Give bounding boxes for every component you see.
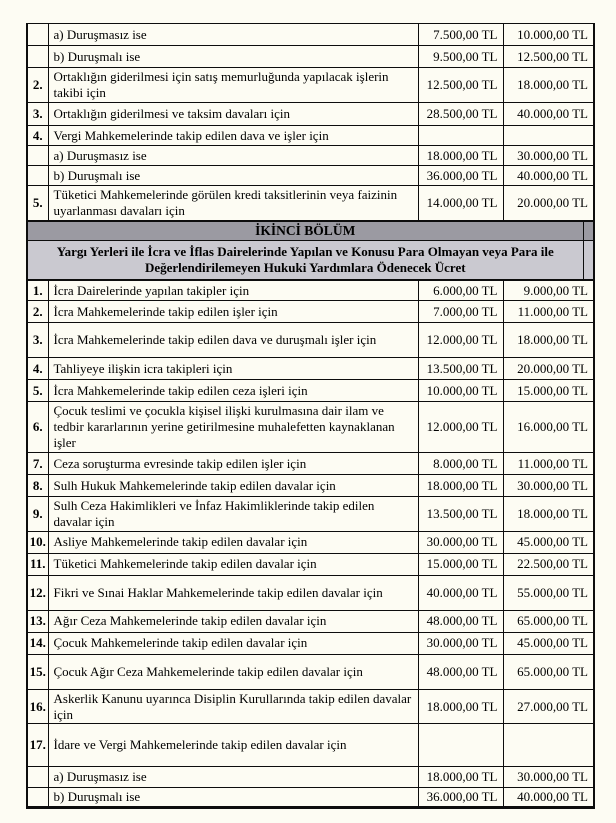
row-amount-max-cell: 40.000,00 TL xyxy=(503,166,594,186)
row-amount-min-cell: 6.000,00 TL xyxy=(418,280,503,301)
table-row xyxy=(27,46,594,68)
row-amount-max-cell: 27.000,00 TL xyxy=(503,689,594,724)
row-description-cell: Sulh Hukuk Mahkemelerinde takip edilen davalar için xyxy=(48,474,418,496)
row-amount-max-cell: 11.000,00 TL xyxy=(503,452,594,474)
table-row xyxy=(27,689,594,724)
table-row xyxy=(27,186,594,221)
row-number-cell xyxy=(27,767,48,788)
row-amount-max-cell xyxy=(503,724,594,767)
row-description-cell: Askerlik Kanunu uyarınca Disiplin Kurullarında takip edilen davalar için xyxy=(48,689,418,724)
row-number-cell: 4. xyxy=(27,126,48,146)
row-description-cell: a) Duruşmasız ise xyxy=(48,146,418,166)
row-amount-min-cell: 30.000,00 TL xyxy=(418,632,503,654)
table-row xyxy=(27,402,594,453)
row-description-cell: Çocuk Mahkemelerinde takip edilen davalar için xyxy=(48,632,418,654)
row-number-cell xyxy=(27,788,48,808)
table-row xyxy=(27,575,594,610)
table-row xyxy=(27,280,594,301)
row-number-cell: 10. xyxy=(27,531,48,553)
row-amount-max-cell: 45.000,00 TL xyxy=(503,531,594,553)
row-description-cell: Çocuk Ağır Ceza Mahkemelerinde takip edilen davalar için xyxy=(48,654,418,689)
table-row xyxy=(27,724,594,767)
row-amount-max-cell: 12.500,00 TL xyxy=(503,46,594,68)
section-band-title-right-sliver xyxy=(583,221,594,241)
row-amount-max-cell: 40.000,00 TL xyxy=(503,788,594,808)
row-description-cell: Asliye Mahkemelerinde takip edilen davalar için xyxy=(48,531,418,553)
row-number-cell: 8. xyxy=(27,474,48,496)
row-amount-max-cell: 30.000,00 TL xyxy=(503,767,594,788)
row-description-cell: a) Duruşmasız ise xyxy=(48,24,418,46)
row-amount-min-cell: 36.000,00 TL xyxy=(418,788,503,808)
row-amount-min-cell: 48.000,00 TL xyxy=(418,610,503,632)
row-description-cell: Çocuk teslimi ve çocukla kişisel ilişki kurulmasına dair ilam ve tedbir kararlarının yerine getirilmesine muhalefetten kaynaklanan işler xyxy=(48,402,418,453)
row-amount-min-cell xyxy=(418,724,503,767)
row-number-cell: 13. xyxy=(27,610,48,632)
row-number-cell xyxy=(27,166,48,186)
row-number-cell: 3. xyxy=(27,103,48,126)
section-band-subtitle-row xyxy=(27,241,594,280)
table-row xyxy=(27,166,594,186)
row-amount-max-cell: 40.000,00 TL xyxy=(503,103,594,126)
table-row xyxy=(27,126,594,146)
row-amount-min-cell: 7.000,00 TL xyxy=(418,301,503,323)
row-number-cell: 2. xyxy=(27,301,48,323)
fee-table-body xyxy=(27,24,594,808)
row-number-cell: 14. xyxy=(27,632,48,654)
row-number-cell: 12. xyxy=(27,575,48,610)
row-description-cell: b) Duruşmalı ise xyxy=(48,166,418,186)
row-number-cell: 15. xyxy=(27,654,48,689)
row-amount-max-cell: 55.000,00 TL xyxy=(503,575,594,610)
row-amount-min-cell: 18.000,00 TL xyxy=(418,146,503,166)
row-amount-min-cell: 14.000,00 TL xyxy=(418,186,503,221)
row-number-cell: 6. xyxy=(27,402,48,453)
table-row xyxy=(27,452,594,474)
row-description-cell: Vergi Mahkemelerinde takip edilen dava ve işler için xyxy=(48,126,418,146)
row-description-cell: İcra Mahkemelerinde takip edilen dava ve duruşmalı işler için xyxy=(48,323,418,358)
row-amount-min-cell: 13.500,00 TL xyxy=(418,358,503,380)
row-amount-max-cell: 10.000,00 TL xyxy=(503,24,594,46)
row-amount-min-cell: 18.000,00 TL xyxy=(418,767,503,788)
table-row xyxy=(27,146,594,166)
row-description-cell: Ortaklığın giderilmesi ve taksim davaları için xyxy=(48,103,418,126)
row-amount-max-cell: 30.000,00 TL xyxy=(503,146,594,166)
table-row xyxy=(27,632,594,654)
row-description-cell: Tahliyeye ilişkin icra takipleri için xyxy=(48,358,418,380)
row-number-cell xyxy=(27,146,48,166)
table-row xyxy=(27,323,594,358)
row-amount-max-cell: 65.000,00 TL xyxy=(503,610,594,632)
row-number-cell: 16. xyxy=(27,689,48,724)
row-number-cell: 5. xyxy=(27,186,48,221)
row-amount-max-cell: 20.000,00 TL xyxy=(503,186,594,221)
row-amount-max-cell: 16.000,00 TL xyxy=(503,402,594,453)
table-row xyxy=(27,474,594,496)
table-row xyxy=(27,358,594,380)
row-amount-min-cell: 9.500,00 TL xyxy=(418,46,503,68)
table-row xyxy=(27,767,594,788)
row-amount-max-cell: 18.000,00 TL xyxy=(503,323,594,358)
table-row xyxy=(27,380,594,402)
row-description-cell: Ağır Ceza Mahkemelerinde takip edilen davalar için xyxy=(48,610,418,632)
row-number-cell: 3. xyxy=(27,323,48,358)
table-row xyxy=(27,301,594,323)
row-description-cell: Ceza soruşturma evresinde takip edilen işler için xyxy=(48,452,418,474)
row-description-cell: Ortaklığın giderilmesi için satış memurluğunda yapılacak işlerin takibi için xyxy=(48,68,418,103)
row-amount-min-cell: 18.000,00 TL xyxy=(418,689,503,724)
row-amount-min-cell: 30.000,00 TL xyxy=(418,531,503,553)
section-band-title-row xyxy=(27,221,594,241)
table-row xyxy=(27,103,594,126)
row-amount-max-cell: 22.500,00 TL xyxy=(503,553,594,575)
row-number-cell: 2. xyxy=(27,68,48,103)
row-amount-max-cell: 9.000,00 TL xyxy=(503,280,594,301)
row-amount-min-cell: 12.500,00 TL xyxy=(418,68,503,103)
row-amount-min-cell xyxy=(418,126,503,146)
row-amount-min-cell: 8.000,00 TL xyxy=(418,452,503,474)
fee-schedule-table xyxy=(26,23,595,809)
row-amount-min-cell: 48.000,00 TL xyxy=(418,654,503,689)
row-description-cell: Fikri ve Sınai Haklar Mahkemelerinde takip edilen davalar için xyxy=(48,575,418,610)
row-amount-min-cell: 7.500,00 TL xyxy=(418,24,503,46)
row-number-cell: 11. xyxy=(27,553,48,575)
section-band-subtitle: Yargı Yerleri ile İcra ve İflas Dairelerinde Yapılan ve Konusu Para Olmayan veya Para ile Değerlendirilemeyen Hukuki Yardımlara Ödenecek Ücret xyxy=(27,241,583,280)
row-amount-min-cell: 36.000,00 TL xyxy=(418,166,503,186)
row-amount-max-cell: 11.000,00 TL xyxy=(503,301,594,323)
row-number-cell xyxy=(27,46,48,68)
row-number-cell: 4. xyxy=(27,358,48,380)
row-number-cell: 17. xyxy=(27,724,48,767)
table-row xyxy=(27,24,594,46)
row-amount-min-cell: 10.000,00 TL xyxy=(418,380,503,402)
section-band-subtitle-right-sliver xyxy=(583,241,594,280)
row-description-cell: Tüketici Mahkemelerinde görülen kredi taksitlerinin veya faizinin uyarlanması davaları için xyxy=(48,186,418,221)
row-amount-min-cell: 18.000,00 TL xyxy=(418,474,503,496)
section-band-title: İKİNCİ BÖLÜM xyxy=(27,221,583,241)
row-amount-min-cell: 13.500,00 TL xyxy=(418,496,503,531)
row-amount-max-cell: 65.000,00 TL xyxy=(503,654,594,689)
row-description-cell: Sulh Ceza Hakimlikleri ve İnfaz Hakimliklerinde takip edilen davalar için xyxy=(48,496,418,531)
row-description-cell: b) Duruşmalı ise xyxy=(48,46,418,68)
row-amount-max-cell: 30.000,00 TL xyxy=(503,474,594,496)
row-number-cell: 9. xyxy=(27,496,48,531)
table-row xyxy=(27,496,594,531)
row-number-cell xyxy=(27,24,48,46)
row-description-cell: İcra Dairelerinde yapılan takipler için xyxy=(48,280,418,301)
row-amount-max-cell: 20.000,00 TL xyxy=(503,358,594,380)
row-amount-min-cell: 28.500,00 TL xyxy=(418,103,503,126)
row-description-cell: Tüketici Mahkemelerinde takip edilen davalar için xyxy=(48,553,418,575)
row-description-cell: a) Duruşmasız ise xyxy=(48,767,418,788)
row-amount-max-cell: 15.000,00 TL xyxy=(503,380,594,402)
row-amount-min-cell: 15.000,00 TL xyxy=(418,553,503,575)
table-row xyxy=(27,610,594,632)
table-row xyxy=(27,68,594,103)
table-row xyxy=(27,531,594,553)
row-amount-max-cell: 18.000,00 TL xyxy=(503,496,594,531)
table-row xyxy=(27,654,594,689)
row-amount-max-cell: 45.000,00 TL xyxy=(503,632,594,654)
row-amount-max-cell: 18.000,00 TL xyxy=(503,68,594,103)
row-amount-min-cell: 12.000,00 TL xyxy=(418,402,503,453)
row-description-cell: İdare ve Vergi Mahkemelerinde takip edilen davalar için xyxy=(48,724,418,767)
row-amount-min-cell: 12.000,00 TL xyxy=(418,323,503,358)
row-number-cell: 5. xyxy=(27,380,48,402)
table-row xyxy=(27,553,594,575)
table-row xyxy=(27,788,594,808)
row-number-cell: 1. xyxy=(27,280,48,301)
row-amount-min-cell: 40.000,00 TL xyxy=(418,575,503,610)
row-amount-max-cell xyxy=(503,126,594,146)
row-description-cell: b) Duruşmalı ise xyxy=(48,788,418,808)
row-description-cell: İcra Mahkemelerinde takip edilen ceza işleri için xyxy=(48,380,418,402)
row-number-cell: 7. xyxy=(27,452,48,474)
row-description-cell: İcra Mahkemelerinde takip edilen işler için xyxy=(48,301,418,323)
